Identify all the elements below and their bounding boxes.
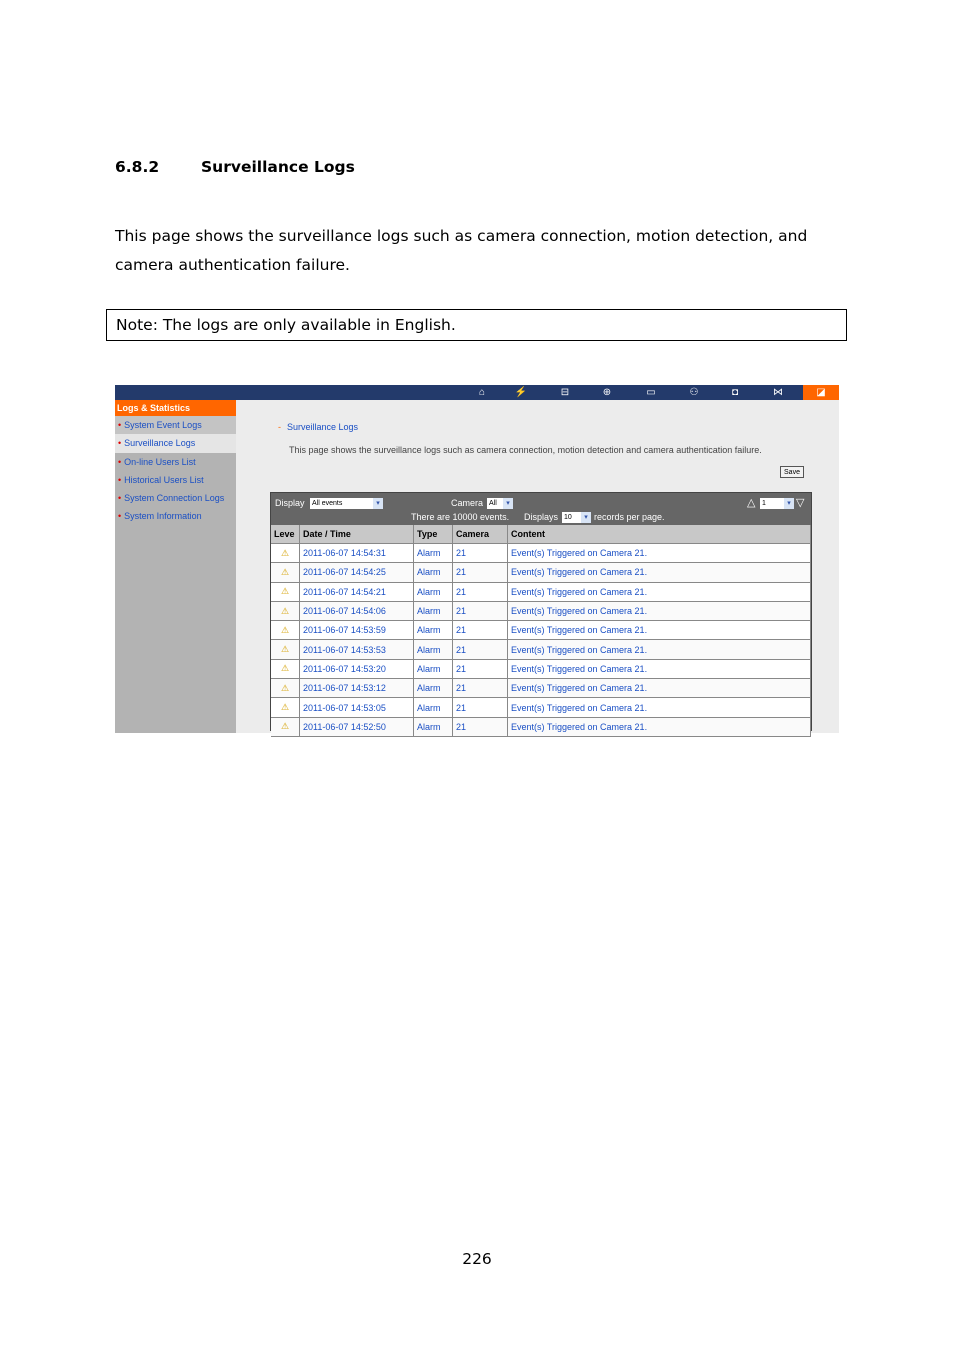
sidebar-item-label: System Connection Logs	[124, 493, 225, 504]
table-row	[271, 717, 811, 736]
page-select-value: 1	[762, 500, 766, 507]
warning-icon: ⚠	[271, 621, 300, 640]
type-cell[interactable]: Alarm	[414, 717, 453, 736]
camera-select[interactable]	[487, 498, 513, 509]
datetime-cell[interactable]: 2011-06-07 14:54:31	[300, 544, 414, 563]
section-heading	[115, 158, 355, 176]
per-page-suffix: records per page.	[594, 512, 665, 522]
event-count-text: There are 10000 events.	[411, 512, 510, 522]
content-cell[interactable]: Event(s) Triggered on Camera 21.	[508, 698, 811, 717]
type-cell[interactable]: Alarm	[414, 659, 453, 678]
column-header-content[interactable]: Content	[508, 525, 811, 544]
camera-cell[interactable]: 21	[453, 659, 508, 678]
camera-cell[interactable]: 21	[453, 621, 508, 640]
warning-icon: ⚠	[271, 601, 300, 620]
warning-icon: ⚠	[271, 640, 300, 659]
displays-label: Displays	[524, 512, 559, 522]
camera-label: Camera	[451, 498, 484, 508]
table-row	[271, 640, 811, 659]
bullet-icon: •	[118, 493, 122, 504]
column-header-level[interactable]: Leve	[271, 525, 300, 544]
intro-paragraph: This page shows the surveillance logs such as camera connection, motion detection, and camera authentication failure.	[115, 227, 808, 274]
bullet-icon: •	[118, 456, 122, 467]
datetime-cell[interactable]: 2011-06-07 14:53:12	[300, 679, 414, 698]
network-icon[interactable]: ⊕	[602, 387, 612, 398]
type-cell[interactable]: Alarm	[414, 698, 453, 717]
datetime-cell[interactable]: 2011-06-07 14:54:21	[300, 582, 414, 601]
content-cell[interactable]: Event(s) Triggered on Camera 21.	[508, 659, 811, 678]
column-header-type[interactable]: Type	[414, 525, 453, 544]
sidebar-item-system-connection-logs[interactable]	[115, 489, 236, 507]
page-select[interactable]	[760, 498, 794, 509]
table-row	[271, 563, 811, 582]
content-cell[interactable]: Event(s) Triggered on Camera 21.	[508, 621, 811, 640]
chevron-down-icon: ▾	[581, 512, 591, 523]
bullet-icon: •	[118, 420, 122, 430]
table-header-row	[271, 525, 811, 544]
section-title: Surveillance Logs	[201, 158, 355, 176]
breadcrumb-label: Surveillance Logs	[287, 422, 359, 432]
content-cell[interactable]: Event(s) Triggered on Camera 21.	[508, 679, 811, 698]
display-select[interactable]	[310, 498, 383, 509]
type-cell[interactable]: Alarm	[414, 563, 453, 582]
camera-cell[interactable]: 21	[453, 582, 508, 601]
top-nav-bar	[115, 385, 839, 400]
camera-cell[interactable]: 21	[453, 717, 508, 736]
type-cell[interactable]: Alarm	[414, 544, 453, 563]
sidebar-item-system-event-logs[interactable]	[115, 416, 236, 434]
content-cell[interactable]: Event(s) Triggered on Camera 21.	[508, 563, 811, 582]
warning-icon: ⚠	[271, 717, 300, 736]
logs-icon[interactable]: ◪	[803, 385, 839, 400]
camera-cell[interactable]: 21	[453, 601, 508, 620]
sidebar-item-label: System Event Logs	[124, 420, 202, 430]
camera-cell[interactable]: 21	[453, 679, 508, 698]
content-cell[interactable]: Event(s) Triggered on Camera 21.	[508, 582, 811, 601]
warning-icon: ⚠	[271, 659, 300, 678]
camera-cell[interactable]: 21	[453, 544, 508, 563]
table-row	[271, 582, 811, 601]
table-row	[271, 659, 811, 678]
sidebar-item-label: On-line Users List	[124, 456, 196, 467]
column-header-camera[interactable]: Camera	[453, 525, 508, 544]
datetime-cell[interactable]: 2011-06-07 14:52:50	[300, 717, 414, 736]
chevron-down-icon: ▾	[373, 498, 383, 509]
home-icon[interactable]: ⌂	[478, 387, 486, 398]
warning-icon: ⚠	[271, 563, 300, 582]
note-box: Note: The logs are only available in English.	[106, 309, 847, 341]
display-select-value: All events	[312, 500, 343, 507]
camera-cell[interactable]: 21	[453, 698, 508, 717]
table-row	[271, 698, 811, 717]
table-row	[271, 621, 811, 640]
sidebar-item-online-users-list[interactable]	[115, 453, 236, 471]
page-up-icon[interactable]: △	[747, 497, 756, 509]
sidebar-item-system-information[interactable]	[115, 507, 236, 525]
warning-icon: ⚠	[271, 544, 300, 563]
chevron-down-icon: ▾	[503, 498, 513, 509]
content-cell[interactable]: Event(s) Triggered on Camera 21.	[508, 717, 811, 736]
chevron-down-icon: ▾	[784, 498, 794, 509]
datetime-cell[interactable]: 2011-06-07 14:53:59	[300, 621, 414, 640]
table-row	[271, 601, 811, 620]
type-cell[interactable]: Alarm	[414, 679, 453, 698]
sidebar-item-label: Historical Users List	[124, 474, 204, 485]
datetime-cell[interactable]: 2011-06-07 14:54:06	[300, 601, 414, 620]
type-cell[interactable]: Alarm	[414, 601, 453, 620]
sidebar-item-label: System Information	[124, 511, 202, 522]
page-number: 226	[462, 1250, 492, 1268]
sidebar-item-historical-users-list[interactable]	[115, 471, 236, 489]
page-description: This page shows the surveillance logs such as camera connection, motion detection and camera authentication failure.	[289, 445, 762, 455]
camera-select-value: All	[489, 500, 497, 507]
sidebar	[115, 400, 236, 733]
sidebar-item-label: Surveillance Logs	[124, 438, 196, 449]
datetime-cell[interactable]: 2011-06-07 14:54:25	[300, 563, 414, 582]
content-cell[interactable]: Event(s) Triggered on Camera 21.	[508, 640, 811, 659]
table-row	[271, 544, 811, 563]
log-controls	[271, 493, 811, 525]
warning-icon: ⚠	[271, 698, 300, 717]
column-header-datetime[interactable]: Date / Time	[300, 525, 414, 544]
ui-screenshot	[115, 385, 839, 733]
per-page-select-value: 10	[564, 514, 572, 521]
warning-icon: ⚠	[271, 679, 300, 698]
type-cell[interactable]: Alarm	[414, 640, 453, 659]
datetime-cell[interactable]: 2011-06-07 14:53:20	[300, 659, 414, 678]
bullet-icon: •	[118, 511, 122, 522]
save-button[interactable]: Save	[780, 466, 804, 478]
bullet-icon: •	[118, 438, 122, 449]
type-cell[interactable]: Alarm	[414, 621, 453, 640]
bowtie-icon[interactable]: ⋈	[773, 387, 783, 398]
storage-icon[interactable]: ▭	[646, 387, 656, 398]
camera-icon[interactable]: ◘	[731, 387, 739, 398]
bullet-icon: •	[118, 474, 122, 485]
camera-cell[interactable]: 21	[453, 640, 508, 659]
breadcrumb[interactable]	[278, 422, 358, 432]
datetime-cell[interactable]: 2011-06-07 14:53:05	[300, 698, 414, 717]
dash-icon: -	[278, 422, 281, 432]
datetime-cell[interactable]: 2011-06-07 14:53:53	[300, 640, 414, 659]
sidebar-heading: Logs & Statistics	[115, 400, 236, 416]
sidebar-item-surveillance-logs[interactable]	[115, 434, 236, 452]
page-down-icon[interactable]: ▽	[796, 497, 805, 509]
per-page-select[interactable]	[562, 512, 591, 523]
content-cell[interactable]: Event(s) Triggered on Camera 21.	[508, 601, 811, 620]
logs-panel	[270, 492, 812, 731]
camera-cell[interactable]: 21	[453, 563, 508, 582]
users-icon[interactable]: ⚇	[689, 387, 699, 398]
logs-table	[271, 525, 811, 737]
warning-icon: ⚠	[271, 582, 300, 601]
display-label: Display	[275, 498, 305, 508]
table-row	[271, 679, 811, 698]
type-cell[interactable]: Alarm	[414, 582, 453, 601]
content-cell[interactable]: Event(s) Triggered on Camera 21.	[508, 544, 811, 563]
settings-icon[interactable]: ⊟	[560, 387, 570, 398]
section-number: 6.8.2	[115, 158, 160, 176]
bolt-icon[interactable]: ⚡	[514, 387, 528, 398]
